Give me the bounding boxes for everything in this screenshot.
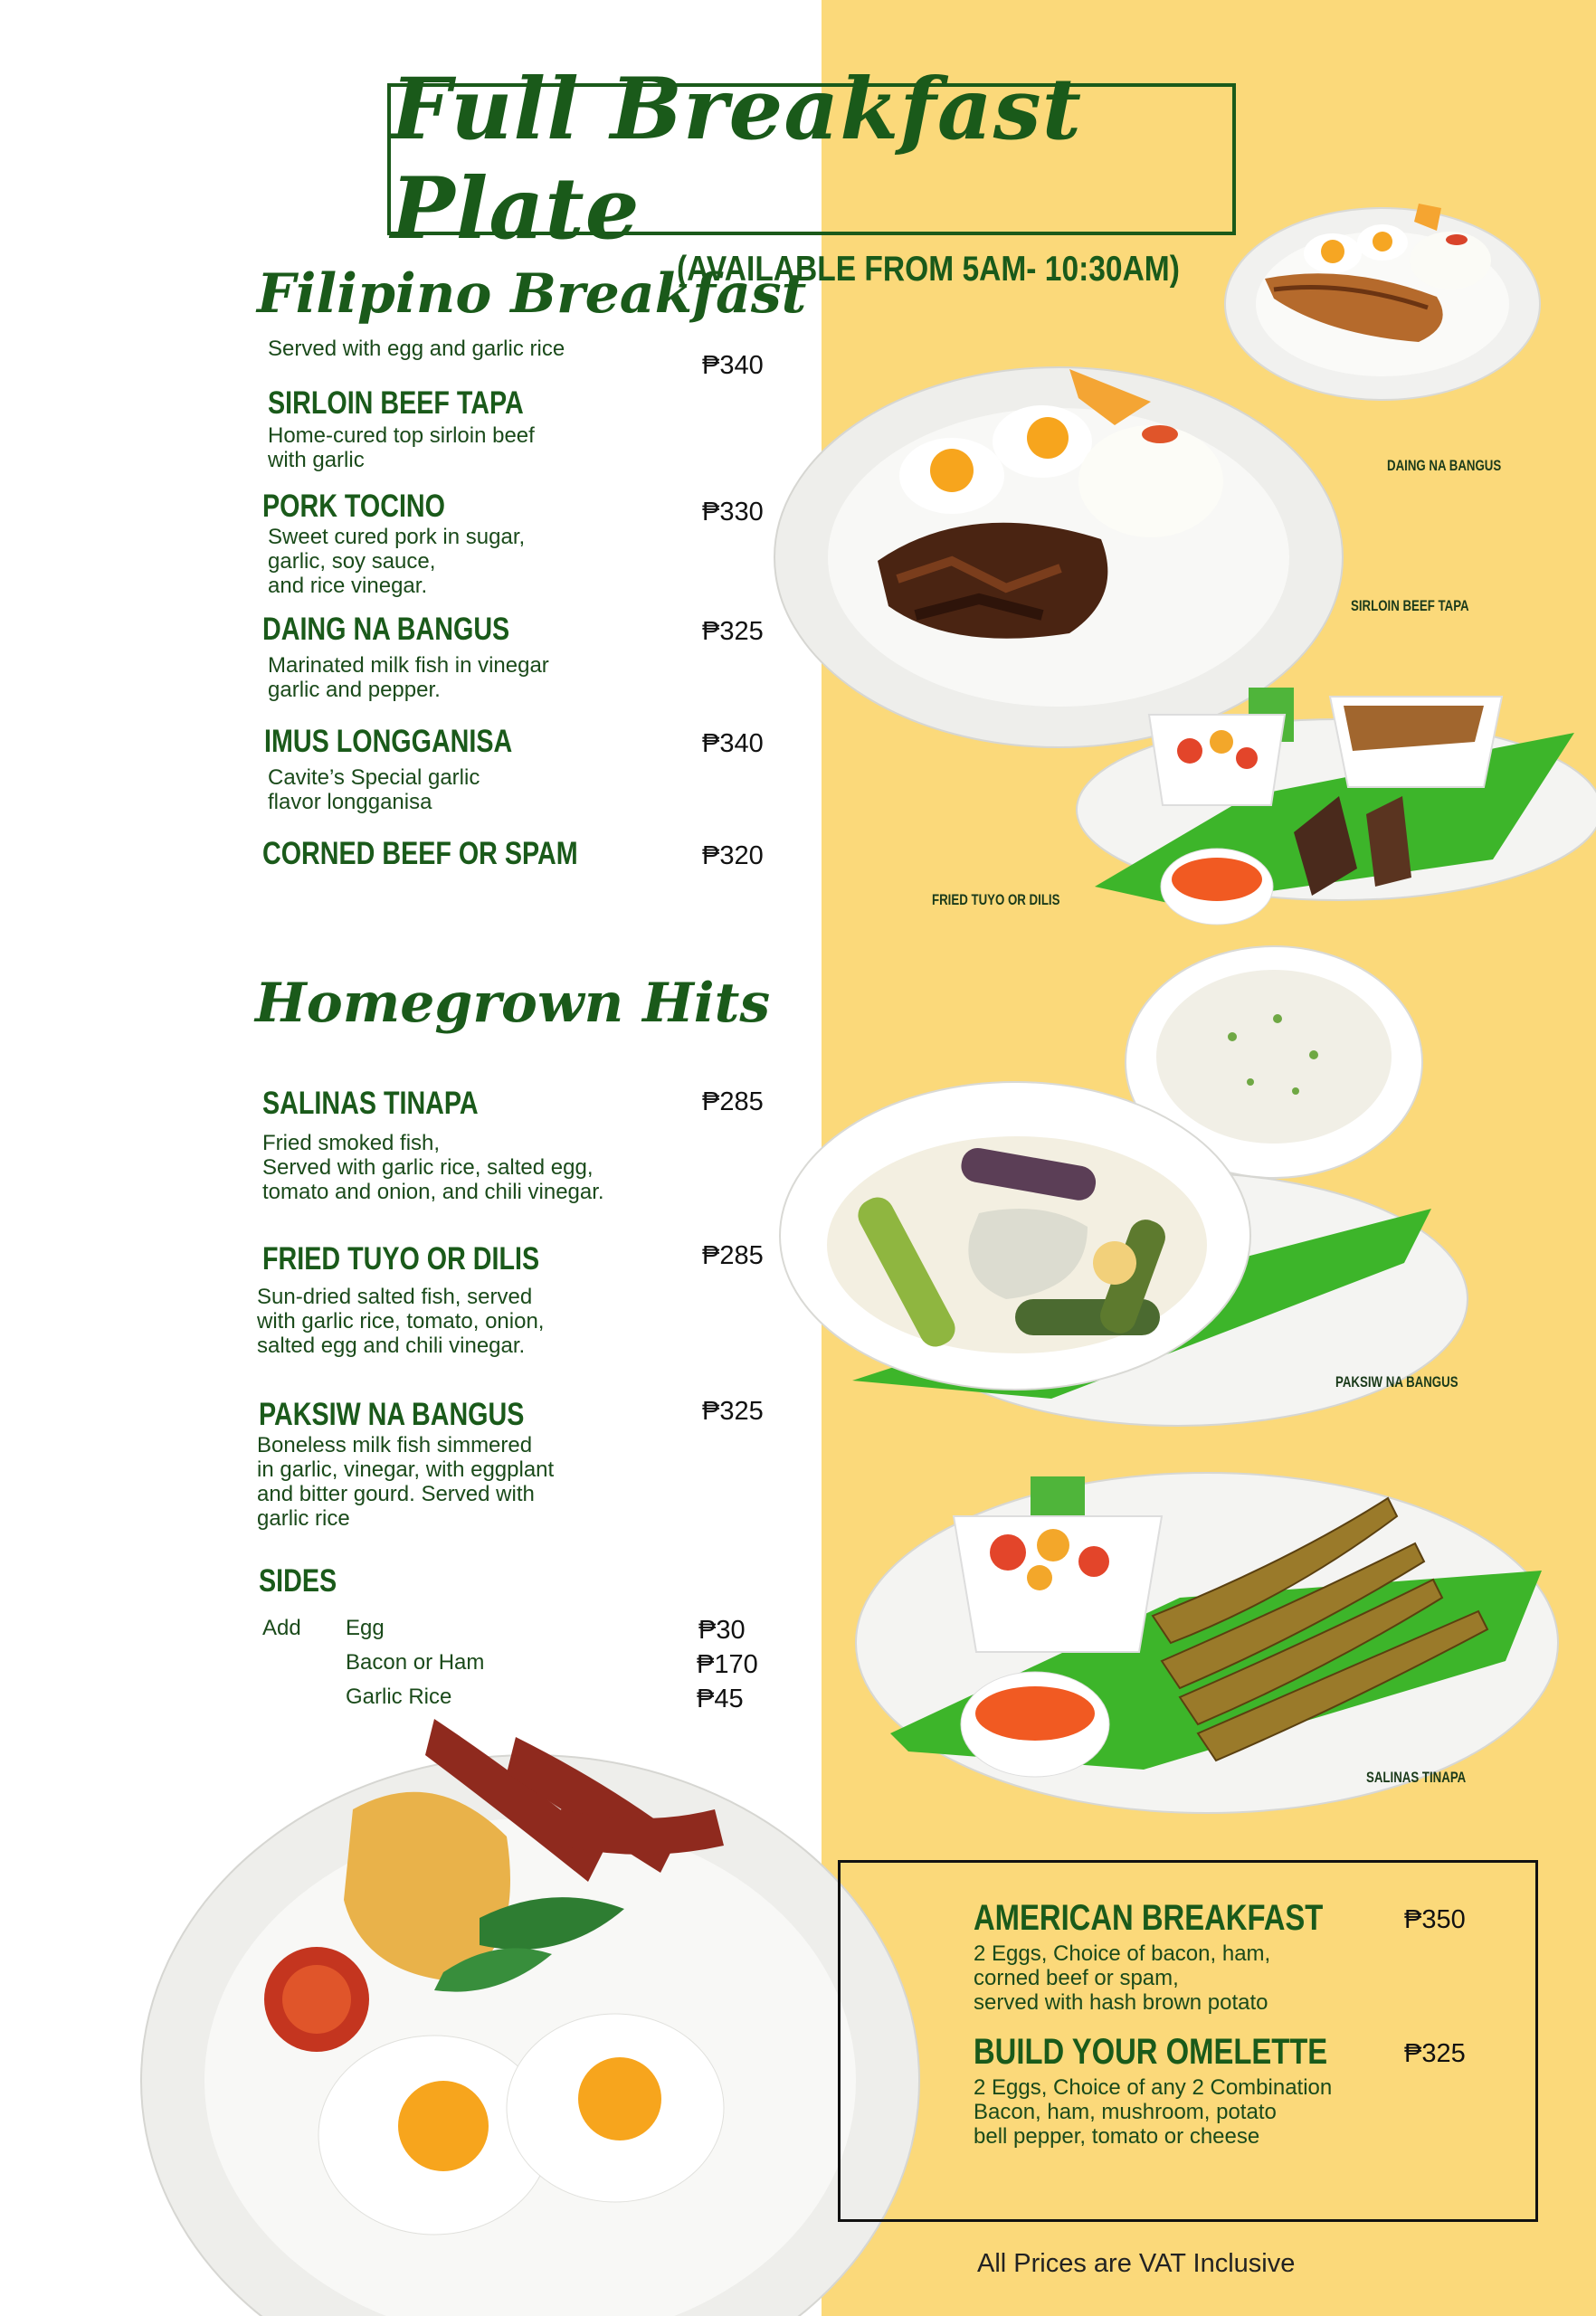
item-paksiw-na-bangus: PAKSIW NA BANGUS <box>259 1397 525 1432</box>
side-egg: Egg <box>346 1616 385 1640</box>
price-imus-longganisa: ₱340 <box>702 729 764 758</box>
american-breakfast-photo <box>136 1701 932 2316</box>
page-title: Full Breakfast Plate <box>391 60 1083 259</box>
item-build-your-omelette: BUILD YOUR OMELETTE <box>974 2032 1328 2072</box>
item-daing-na-bangus: DAING NA BANGUS <box>262 612 510 647</box>
filipino-breakfast-note: Served with egg and garlic rice <box>268 337 565 361</box>
price-corned-beef-or-spam: ₱320 <box>702 841 764 870</box>
price-american-breakfast: ₱350 <box>1404 1905 1466 1934</box>
price-fried-tuyo-or-dilis: ₱285 <box>702 1241 764 1270</box>
side-garlic-rice: Garlic Rice <box>346 1685 452 1709</box>
price-pork-tocino: ₱330 <box>702 498 764 527</box>
desc-daing-na-bangus: Marinated milk fish in vinegar garlic and pepper. <box>268 653 549 702</box>
side-bacon-or-ham-price: ₱170 <box>697 1650 758 1679</box>
photo-label-daing: DAING NA BANGUS <box>1387 457 1502 474</box>
side-bacon-or-ham: Bacon or Ham <box>346 1650 485 1675</box>
vat-footer: All Prices are VAT Inclusive <box>977 2249 1296 2278</box>
desc-pork-tocino: Sweet cured pork in sugar, garlic, soy sauce, and rice vinegar. <box>268 525 526 598</box>
filipino-note-price: ₱340 <box>702 351 764 380</box>
desc-american-breakfast: 2 Eggs, Choice of bacon, ham, corned beef or spam, served with hash brown potato <box>974 1941 1271 2015</box>
desc-build-your-omelette: 2 Eggs, Choice of any 2 Combination Bacon, ham, mushroom, potato bell pepper, tomato or cheese <box>974 2075 1333 2149</box>
side-egg-price: ₱30 <box>698 1616 746 1645</box>
sides-add-label: Add <box>262 1616 301 1640</box>
item-salinas-tinapa: SALINAS TINAPA <box>262 1086 479 1121</box>
desc-imus-longganisa: Cavite’s Special garlic flavor longganisa <box>268 765 480 814</box>
photo-label-tapa: SIRLOIN BEEF TAPA <box>1351 597 1469 614</box>
item-sirloin-beef-tapa: SIRLOIN BEEF TAPA <box>268 385 524 421</box>
desc-paksiw-na-bangus: Boneless milk fish simmered in garlic, vinegar, with eggplant and bitter gourd. Served with garlic rice <box>257 1433 555 1531</box>
side-garlic-rice-price: ₱45 <box>697 1685 744 1713</box>
salinas-tinapa-photo <box>854 1462 1560 1815</box>
item-imus-longganisa: IMUS LONGGANISA <box>264 724 513 759</box>
availability-subtitle: (AVAILABLE FROM 5AM- 10:30AM) <box>677 250 1180 289</box>
item-corned-beef-or-spam: CORNED BEEF OR SPAM <box>262 836 578 871</box>
desc-salinas-tinapa: Fried smoked fish, Served with garlic rice, salted egg, tomato and onion, and chili vinegar. <box>262 1131 604 1204</box>
item-pork-tocino: PORK TOCINO <box>262 489 445 524</box>
filipino-breakfast-heading: Filipino Breakfast <box>257 262 807 326</box>
price-paksiw-na-bangus: ₱325 <box>702 1397 764 1426</box>
fried-tuyo-photo <box>1068 660 1596 959</box>
photo-label-tuyo: FRIED TUYO OR DILIS <box>932 891 1060 908</box>
price-salinas-tinapa: ₱285 <box>702 1087 764 1116</box>
price-build-your-omelette: ₱325 <box>1404 2039 1466 2068</box>
price-daing-na-bangus: ₱325 <box>702 617 764 646</box>
item-fried-tuyo-or-dilis: FRIED TUYO OR DILIS <box>262 1241 540 1277</box>
desc-sirloin-beef-tapa: Home-cured top sirloin beef with garlic <box>268 423 535 472</box>
homegrown-hits-heading: Homegrown Hits <box>255 972 771 1035</box>
sides-heading: SIDES <box>259 1563 337 1599</box>
item-american-breakfast: AMERICAN BREAKFAST <box>974 1898 1324 1938</box>
desc-fried-tuyo-or-dilis: Sun-dried salted fish, served with garlic rice, tomato, onion, salted egg and chili vinegar. <box>257 1285 545 1358</box>
photo-label-tinapa: SALINAS TINAPA <box>1366 1769 1467 1786</box>
title-box <box>387 60 1236 259</box>
photo-label-paksiw: PAKSIW NA BANGUS <box>1335 1373 1458 1391</box>
